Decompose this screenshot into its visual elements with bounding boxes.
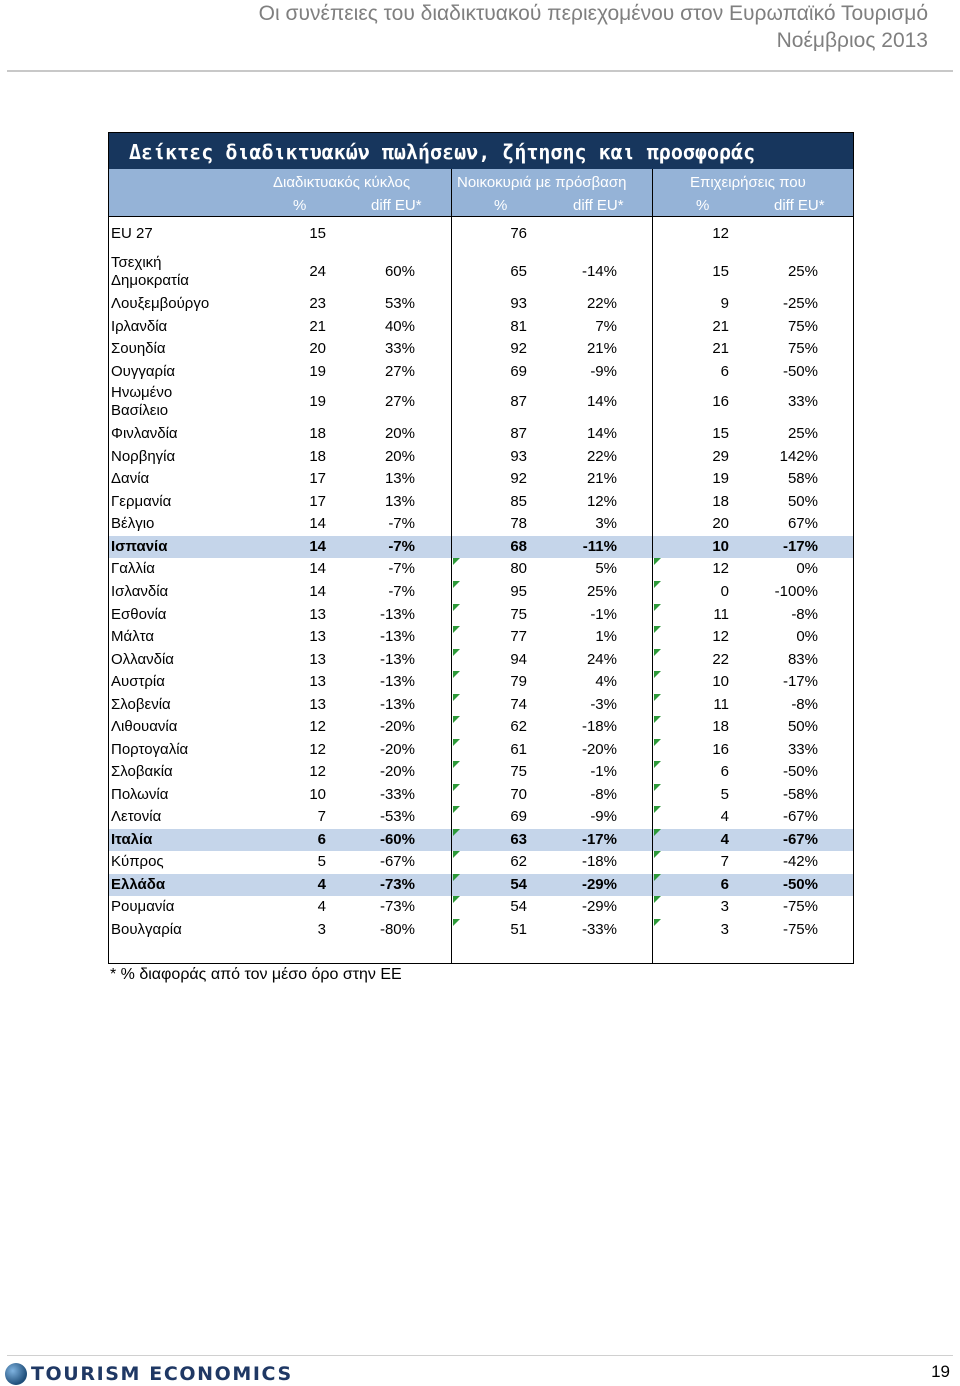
households-access-pct-cell: 80 <box>510 560 527 577</box>
enterprises-pct-cell: 6 <box>720 363 729 380</box>
enterprises-diff-cell: -17% <box>782 673 818 690</box>
online-turnover-pct-cell: 12 <box>309 763 326 780</box>
country-name: Πολωνία <box>111 786 169 803</box>
online-turnover-pct-cell: 13 <box>309 673 326 690</box>
online-turnover-diff-cell: -7% <box>388 560 415 577</box>
group-header-enterprises: Επιχειρήσεις που <box>690 174 806 191</box>
cell-indicator-icon <box>654 829 661 836</box>
table-row <box>109 716 853 738</box>
table-row <box>109 829 853 851</box>
online-turnover-pct-cell: 20 <box>309 340 326 357</box>
country-name: Γαλλία <box>111 560 155 577</box>
households-access-pct-cell: 70 <box>510 786 527 803</box>
enterprises-diff-cell: 25% <box>787 425 818 442</box>
households-access-diff-cell: -33% <box>581 921 617 938</box>
online-turnover-diff-cell: -7% <box>388 538 415 555</box>
table-title: Δείκτες διαδικτυακών πωλήσεων, ζήτησης και προσφοράς <box>109 133 853 169</box>
country-name: Ηνωμένο <box>111 384 173 401</box>
table-row <box>109 491 853 513</box>
online-turnover-pct-cell: 17 <box>309 493 326 510</box>
households-access-diff-cell: 22% <box>586 295 617 312</box>
households-access-pct-cell: 95 <box>510 583 527 600</box>
group-header-households-access: Νοικοκυριά με πρόσβαση <box>457 174 627 191</box>
enterprises-diff-cell: -67% <box>782 808 818 825</box>
table-row <box>109 581 853 603</box>
cell-indicator-icon <box>453 671 460 678</box>
cell-indicator-icon <box>453 626 460 633</box>
households-access-diff-cell: 21% <box>586 470 617 487</box>
cell-indicator-icon <box>453 896 460 903</box>
table-row <box>109 468 853 490</box>
households-access-diff-cell: 22% <box>586 448 617 465</box>
header-divider <box>7 70 953 72</box>
page-number: 19 <box>931 1362 950 1381</box>
households-access-pct-cell: 93 <box>510 448 527 465</box>
enterprises-diff-cell: -8% <box>791 696 818 713</box>
enterprises-diff-cell: -75% <box>782 921 818 938</box>
country-name: Εσθονία <box>111 606 167 623</box>
online-turnover-pct-cell: 12 <box>309 718 326 735</box>
enterprises-diff-cell: -67% <box>782 831 818 848</box>
online-turnover-pct-cell: 4 <box>317 898 326 915</box>
country-name-line2: Δημοκρατία <box>111 272 189 289</box>
online-turnover-diff-cell: -7% <box>388 583 415 600</box>
households-access-diff-cell: -3% <box>590 696 617 713</box>
online-turnover-pct-cell: 6 <box>317 831 326 848</box>
households-access-diff-cell: 21% <box>586 340 617 357</box>
online-turnover-pct-cell: 12 <box>309 741 326 758</box>
table-row <box>109 383 853 421</box>
country-name: EU 27 <box>111 225 153 242</box>
online-turnover-pct-cell: 17 <box>309 470 326 487</box>
online-turnover-diff-cell: -73% <box>379 898 415 915</box>
households-access-pct-cell: 81 <box>510 318 527 335</box>
country-name: Ιρλανδία <box>111 318 168 335</box>
online-turnover-diff-cell: -13% <box>379 628 415 645</box>
subheader-pct-3: % <box>696 197 710 214</box>
country-name: Φινλανδία <box>111 425 178 442</box>
cell-indicator-icon <box>453 919 460 926</box>
table-row <box>109 316 853 338</box>
cell-indicator-icon <box>453 806 460 813</box>
cell-indicator-icon <box>654 581 661 588</box>
enterprises-pct-cell: 4 <box>720 808 729 825</box>
cell-indicator-icon <box>654 761 661 768</box>
households-access-diff-cell: -11% <box>582 538 617 555</box>
online-turnover-diff-cell: 33% <box>384 340 415 357</box>
enterprises-pct-cell: 6 <box>720 763 729 780</box>
table-row <box>109 739 853 761</box>
households-access-pct-cell: 85 <box>510 493 527 510</box>
enterprises-diff-cell: -75% <box>782 898 818 915</box>
online-turnover-pct-cell: 14 <box>309 515 326 532</box>
cell-indicator-icon <box>654 694 661 701</box>
households-access-diff-cell: -29% <box>581 876 617 893</box>
country-name: Μάλτα <box>111 628 155 645</box>
households-access-diff-cell: 7% <box>595 318 617 335</box>
country-name: Αυστρία <box>111 673 165 690</box>
enterprises-pct-cell: 12 <box>712 628 729 645</box>
households-access-pct-cell: 54 <box>510 898 527 915</box>
table-row <box>109 513 853 535</box>
enterprises-pct-cell: 16 <box>712 741 729 758</box>
enterprises-pct-cell: 29 <box>712 448 729 465</box>
online-turnover-pct-cell: 13 <box>309 606 326 623</box>
group-header-online-turnover: Διαδικτυακός κύκλος <box>273 174 411 191</box>
households-access-pct-cell: 75 <box>510 763 527 780</box>
households-access-diff-cell: 14% <box>586 393 617 410</box>
subheader-diff-3: diff EU* <box>774 197 825 214</box>
online-turnover-pct-cell: 3 <box>317 921 326 938</box>
online-turnover-diff-cell: -13% <box>379 673 415 690</box>
country-name: Κύπρος <box>111 853 164 870</box>
households-access-diff-cell: -9% <box>590 808 617 825</box>
country-name: Λιθουανία <box>111 718 178 735</box>
cell-indicator-icon <box>453 604 460 611</box>
households-access-pct-cell: 69 <box>510 363 527 380</box>
subheader-pct-1: % <box>293 197 307 214</box>
table-row <box>109 851 853 873</box>
enterprises-diff-cell: -17% <box>782 538 818 555</box>
cell-indicator-icon <box>453 649 460 656</box>
online-turnover-diff-cell: 60% <box>384 263 415 280</box>
enterprises-diff-cell: -25% <box>782 295 818 312</box>
indicators-table <box>108 132 854 964</box>
enterprises-pct-cell: 11 <box>713 606 729 623</box>
table-row <box>109 361 853 383</box>
online-turnover-diff-cell: -20% <box>379 741 415 758</box>
online-turnover-pct-cell: 4 <box>317 876 326 893</box>
online-turnover-pct-cell: 18 <box>309 425 326 442</box>
cell-indicator-icon <box>654 739 661 746</box>
enterprises-diff-cell: 33% <box>787 393 818 410</box>
cell-indicator-icon <box>453 739 460 746</box>
households-access-pct-cell: 77 <box>510 628 527 645</box>
households-access-diff-cell: 5% <box>595 560 617 577</box>
subheader-diff-2: diff EU* <box>573 197 624 214</box>
online-turnover-pct-cell: 14 <box>309 538 326 555</box>
tourism-economics-logo <box>5 1362 293 1386</box>
country-name: Ελλάδα <box>111 876 166 893</box>
table-row <box>109 558 853 580</box>
households-access-diff-cell: -9% <box>590 363 617 380</box>
enterprises-diff-cell: 58% <box>787 470 818 487</box>
enterprises-diff-cell: 75% <box>787 318 818 335</box>
enterprises-pct-cell: 10 <box>712 538 729 555</box>
enterprises-pct-cell: 12 <box>712 560 729 577</box>
country-name: Ολλανδία <box>111 651 174 668</box>
online-turnover-pct-cell: 7 <box>317 808 326 825</box>
cell-indicator-icon <box>453 829 460 836</box>
households-access-pct-cell: 78 <box>510 515 527 532</box>
online-turnover-pct-cell: 5 <box>317 853 326 870</box>
cell-indicator-icon <box>654 874 661 881</box>
households-access-diff-cell: 25% <box>586 583 617 600</box>
enterprises-pct-cell: 20 <box>712 515 729 532</box>
table-row <box>109 604 853 626</box>
country-name: Σλοβακία <box>111 763 173 780</box>
online-turnover-pct-cell: 23 <box>309 295 326 312</box>
cell-indicator-icon <box>654 806 661 813</box>
enterprises-pct-cell: 7 <box>720 853 729 870</box>
cell-indicator-icon <box>654 716 661 723</box>
table-row <box>109 423 853 445</box>
households-access-diff-cell: 1% <box>595 628 617 645</box>
table-row <box>109 671 853 693</box>
online-turnover-diff-cell: -53% <box>379 808 415 825</box>
online-turnover-diff-cell: -20% <box>379 718 415 735</box>
online-turnover-diff-cell: -13% <box>379 651 415 668</box>
households-access-diff-cell: -1% <box>590 606 617 623</box>
enterprises-diff-cell: -42% <box>782 853 818 870</box>
households-access-pct-cell: 87 <box>510 393 527 410</box>
online-turnover-diff-cell: 53% <box>384 295 415 312</box>
table-row <box>109 338 853 360</box>
table-row <box>109 694 853 716</box>
enterprises-pct-cell: 12 <box>712 225 729 242</box>
households-access-pct-cell: 92 <box>510 340 527 357</box>
table-row <box>109 649 853 671</box>
table-row <box>109 223 853 245</box>
country-name: Λετονία <box>111 808 162 825</box>
households-access-pct-cell: 68 <box>510 538 527 555</box>
enterprises-diff-cell: 50% <box>787 718 818 735</box>
households-access-diff-cell: -17% <box>581 831 617 848</box>
households-access-pct-cell: 62 <box>510 853 527 870</box>
country-name: Δανία <box>111 470 150 487</box>
households-access-diff-cell: 4% <box>595 673 617 690</box>
households-access-diff-cell: -29% <box>581 898 617 915</box>
online-turnover-diff-cell: -67% <box>379 853 415 870</box>
enterprises-diff-cell: 33% <box>787 741 818 758</box>
online-turnover-pct-cell: 19 <box>309 393 326 410</box>
online-turnover-pct-cell: 24 <box>309 263 326 280</box>
globe-icon <box>5 1363 27 1385</box>
enterprises-diff-cell: -50% <box>782 763 818 780</box>
cell-indicator-icon <box>654 649 661 656</box>
households-access-diff-cell: -1% <box>590 763 617 780</box>
logo-text: TOURISM ECONOMICS <box>31 1363 293 1385</box>
country-name: Ισλανδία <box>111 583 169 600</box>
online-turnover-diff-cell: -33% <box>379 786 415 803</box>
online-turnover-diff-cell: -60% <box>379 831 415 848</box>
enterprises-pct-cell: 11 <box>713 696 729 713</box>
online-turnover-diff-cell: -73% <box>379 876 415 893</box>
enterprises-pct-cell: 22 <box>712 651 729 668</box>
table-row <box>109 626 853 648</box>
country-name: Σουηδία <box>111 340 166 357</box>
country-name: Λουξεμβούργο <box>111 295 210 312</box>
online-turnover-pct-cell: 13 <box>309 651 326 668</box>
cell-indicator-icon <box>654 604 661 611</box>
online-turnover-diff-cell: 13% <box>384 470 415 487</box>
households-access-pct-cell: 93 <box>510 295 527 312</box>
enterprises-pct-cell: 19 <box>712 470 729 487</box>
table-row <box>109 874 853 896</box>
country-name: Σλοβενία <box>111 696 171 713</box>
table-row <box>109 761 853 783</box>
subheader-diff-1: diff EU* <box>371 197 422 214</box>
enterprises-pct-cell: 15 <box>712 263 729 280</box>
enterprises-diff-cell: -58% <box>782 786 818 803</box>
cell-indicator-icon <box>453 784 460 791</box>
cell-indicator-icon <box>453 874 460 881</box>
online-turnover-pct-cell: 13 <box>309 696 326 713</box>
enterprises-diff-cell: -100% <box>774 583 818 600</box>
households-access-pct-cell: 92 <box>510 470 527 487</box>
table-row <box>109 784 853 806</box>
online-turnover-pct-cell: 15 <box>309 225 326 242</box>
table-row <box>109 253 853 291</box>
households-access-pct-cell: 87 <box>510 425 527 442</box>
country-name: Τσεχική <box>111 254 162 271</box>
country-name: Ιταλία <box>111 831 153 848</box>
footnote: * % διαφοράς από τον μέσο όρο στην ΕΕ <box>110 966 402 983</box>
country-name: Γερμανία <box>111 493 172 510</box>
table-row <box>109 919 853 941</box>
online-turnover-pct-cell: 14 <box>309 583 326 600</box>
enterprises-diff-cell: 75% <box>787 340 818 357</box>
enterprises-pct-cell: 5 <box>720 786 729 803</box>
online-turnover-pct-cell: 21 <box>309 318 326 335</box>
cell-indicator-icon <box>453 558 460 565</box>
online-turnover-pct-cell: 14 <box>309 560 326 577</box>
enterprises-diff-cell: 142% <box>779 448 818 465</box>
cell-indicator-icon <box>654 558 661 565</box>
households-access-pct-cell: 75 <box>510 606 527 623</box>
enterprises-diff-cell: 25% <box>787 263 818 280</box>
households-access-pct-cell: 62 <box>510 718 527 735</box>
online-turnover-diff-cell: 20% <box>384 425 415 442</box>
enterprises-pct-cell: 10 <box>712 673 729 690</box>
cell-indicator-icon <box>453 716 460 723</box>
enterprises-diff-cell: 50% <box>787 493 818 510</box>
enterprises-pct-cell: 9 <box>720 295 729 312</box>
households-access-diff-cell: -14% <box>581 263 617 280</box>
enterprises-pct-cell: 18 <box>712 718 729 735</box>
online-turnover-diff-cell: 27% <box>384 393 415 410</box>
households-access-diff-cell: -8% <box>590 786 617 803</box>
online-turnover-pct-cell: 19 <box>309 363 326 380</box>
table-row <box>109 293 853 315</box>
cell-indicator-icon <box>654 626 661 633</box>
country-name: Βέλγιο <box>111 515 155 532</box>
online-turnover-diff-cell: -13% <box>379 696 415 713</box>
households-access-pct-cell: 69 <box>510 808 527 825</box>
table-row <box>109 896 853 918</box>
online-turnover-diff-cell: -80% <box>379 921 415 938</box>
enterprises-diff-cell: 0% <box>796 628 818 645</box>
households-access-diff-cell: 24% <box>586 651 617 668</box>
households-access-pct-cell: 65 <box>510 263 527 280</box>
enterprises-diff-cell: 0% <box>796 560 818 577</box>
document-date: Νοέμβριος 2013 <box>776 29 928 52</box>
households-access-pct-cell: 74 <box>510 696 527 713</box>
enterprises-pct-cell: 0 <box>720 583 729 600</box>
households-access-pct-cell: 79 <box>510 673 527 690</box>
households-access-diff-cell: -18% <box>581 853 617 870</box>
online-turnover-diff-cell: -13% <box>379 606 415 623</box>
enterprises-diff-cell: -50% <box>782 363 818 380</box>
online-turnover-pct-cell: 10 <box>309 786 326 803</box>
country-name: Βουλγαρία <box>111 921 182 938</box>
households-access-pct-cell: 94 <box>510 651 527 668</box>
table-row <box>109 446 853 468</box>
cell-indicator-icon <box>453 761 460 768</box>
cell-indicator-icon <box>654 671 661 678</box>
cell-indicator-icon <box>654 896 661 903</box>
households-access-pct-cell: 76 <box>510 225 527 242</box>
cell-indicator-icon <box>453 694 460 701</box>
enterprises-pct-cell: 15 <box>712 425 729 442</box>
enterprises-pct-cell: 21 <box>712 340 729 357</box>
column-divider <box>652 169 653 963</box>
enterprises-pct-cell: 21 <box>712 318 729 335</box>
households-access-diff-cell: 3% <box>595 515 617 532</box>
enterprises-diff-cell: -50% <box>782 876 818 893</box>
enterprises-pct-cell: 3 <box>720 921 729 938</box>
enterprises-pct-cell: 3 <box>720 898 729 915</box>
country-name: Ισπανία <box>111 538 168 555</box>
cell-indicator-icon <box>654 784 661 791</box>
online-turnover-diff-cell: -7% <box>388 515 415 532</box>
online-turnover-diff-cell: 40% <box>384 318 415 335</box>
households-access-pct-cell: 61 <box>510 741 527 758</box>
households-access-diff-cell: -20% <box>581 741 617 758</box>
country-name: Ουγγαρία <box>111 363 176 380</box>
households-access-diff-cell: 12% <box>586 493 617 510</box>
header-bottom-border <box>109 216 853 217</box>
households-access-pct-cell: 63 <box>510 831 527 848</box>
enterprises-pct-cell: 16 <box>712 393 729 410</box>
cell-indicator-icon <box>654 919 661 926</box>
online-turnover-pct-cell: 18 <box>309 448 326 465</box>
table-row <box>109 806 853 828</box>
enterprises-pct-cell: 4 <box>720 831 729 848</box>
column-divider <box>451 169 452 963</box>
online-turnover-diff-cell: -20% <box>379 763 415 780</box>
households-access-diff-cell: -18% <box>581 718 617 735</box>
online-turnover-diff-cell: 20% <box>384 448 415 465</box>
households-access-pct-cell: 54 <box>510 876 527 893</box>
country-name: Νορβηγία <box>111 448 176 465</box>
country-name: Ρουμανία <box>111 898 175 915</box>
enterprises-diff-cell: 83% <box>787 651 818 668</box>
cell-indicator-icon <box>453 851 460 858</box>
enterprises-pct-cell: 6 <box>720 876 729 893</box>
enterprises-diff-cell: 67% <box>787 515 818 532</box>
online-turnover-diff-cell: 13% <box>384 493 415 510</box>
cell-indicator-icon <box>654 851 661 858</box>
subheader-pct-2: % <box>494 197 508 214</box>
cell-indicator-icon <box>453 581 460 588</box>
online-turnover-diff-cell: 27% <box>384 363 415 380</box>
households-access-pct-cell: 51 <box>510 921 527 938</box>
households-access-diff-cell: 14% <box>586 425 617 442</box>
document-title: Οι συνέπειες του διαδικτυακού περιεχομένου στον Ευρωπαϊκό Τουρισμό <box>258 2 928 25</box>
enterprises-diff-cell: -8% <box>791 606 818 623</box>
country-name-line2: Βασίλειο <box>111 402 169 419</box>
country-name: Πορτογαλία <box>111 741 189 758</box>
online-turnover-pct-cell: 13 <box>309 628 326 645</box>
table-header <box>109 169 853 216</box>
footer-divider <box>7 1355 953 1356</box>
enterprises-pct-cell: 18 <box>712 493 729 510</box>
table-row <box>109 536 853 558</box>
